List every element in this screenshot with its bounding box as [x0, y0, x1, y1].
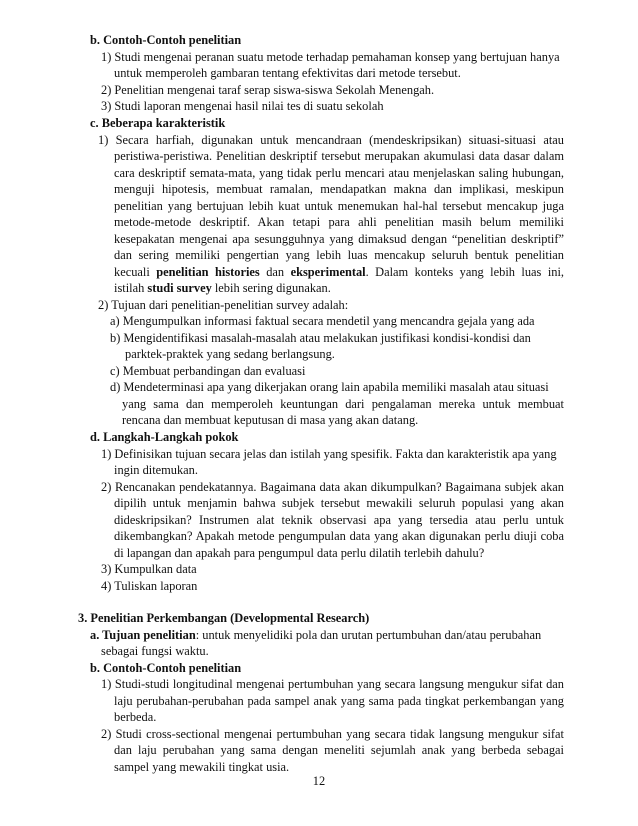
paragraph-line: istilah studi survey lebih sering digunakan.: [114, 281, 331, 295]
example-line: 1) Studi mengenai peranan suatu metode terhadap pemahaman konsep yang bertujuan hanya: [101, 50, 560, 64]
list-item: yang sama dan memperoleh keuntungan dari pengalaman mereka untuk membuat: [122, 397, 564, 411]
tujuan-penelitian-cont: sebagai fungsi waktu.: [101, 644, 209, 658]
example-line: 3) Studi laporan mengenai hasil nilai tes di suatu sekolah: [101, 99, 384, 113]
example-line: untuk memperoleh gambaran tentang efektivitas dari metode tersebut.: [114, 66, 461, 80]
paragraph-line: kecuali penelitian histories dan eksperimental. Dalam konteks yang lebih luas ini,: [114, 265, 565, 279]
list-item: c) Membuat perbandingan dan evaluasi: [110, 364, 306, 378]
example-line: 2) Studi cross-sectional mengenai pertumbuhan yang secara tidak langsung mengukur sifat: [101, 727, 564, 741]
paragraph-line: kesepakatan mengenai apa sesungguhnya yang dimaksud dengan “penelitian deskriptif”: [114, 232, 564, 246]
paragraph-line: metode-metode deskriptif. Akan tetapi para ahli penelitian masih belum memiliki: [114, 215, 564, 229]
paragraph-line: menguji hipotesis, membuat ramalan, mendapatkan makna dan implikasi, meskipun: [114, 182, 564, 196]
heading-contoh-penelitian-2: b. Contoh-Contoh penelitian: [90, 661, 242, 675]
heading-penelitian-perkembangan: 3. Penelitian Perkembangan (Developmental Research): [78, 611, 370, 625]
list-item: b) Mengidentifikasi masalah-masalah atau melakukan justifikasi kondisi-kondisi dan: [110, 331, 531, 345]
paragraph-line: dan sering memiliki pengertian yang lebih luas mencakup seluruh bentuk penelitian: [114, 248, 564, 262]
step-line: dideskripsikan? Instrumen alat teknik observasi apa yang tersedia atau perlu untuk: [114, 513, 564, 527]
paragraph-line: peristiwa-peristiwa. Penelitian deskriptif tersebut merupakan akumulasi data dasar dalam: [114, 149, 564, 163]
tujuan-penelitian: a. Tujuan penelitian: untuk menyelidiki pola dan urutan pertumbuhan dan/atau perubahan: [90, 628, 542, 642]
paragraph-line: penelitian yang bertujuan lebih kuat untuk menemukan hal-hal tersebut mencakup juga: [114, 199, 564, 213]
step-line: ingin ditemukan.: [114, 463, 198, 477]
heading-langkah-pokok: d. Langkah-Langkah pokok: [90, 430, 239, 444]
list-item: a) Mengumpulkan informasi faktual secara mendetil yang mencandra gejala yang ada: [110, 314, 535, 328]
example-line: 2) Penelitian mengenai taraf serap siswa-siswa Sekolah Menengah.: [101, 83, 435, 97]
step-line: 2) Rencanakan pendekatannya. Bagaimana data akan dikumpulkan? Bagaimana subjek akan: [101, 480, 564, 494]
heading-karakteristik: c. Beberapa karakteristik: [90, 116, 226, 130]
list-item: rencana dan membuat keputusan di masa yang akan datang.: [122, 413, 419, 427]
page-number: 12: [312, 774, 326, 788]
paragraph-line: 1) Secara harfiah, digunakan untuk mencandraan (mendeskripsikan) situasi-situasi atau: [98, 133, 564, 147]
example-line: sampel yang mewakili tingkat usia.: [114, 760, 290, 774]
survey-goals-intro: 2) Tujuan dari penelitian-penelitian survey adalah:: [98, 298, 349, 312]
step-line: dikembangkan? Apakah metode pengumpulan data yang akan digunakan perlu diuji coba: [114, 529, 564, 543]
example-line: dan laju perubahan yang sama dengan meneliti sejumlah anak yang berbeda sebagai: [114, 743, 564, 757]
example-line: laju perubahan-perubahan pada sampel anak yang sama pada tingkat perkembangan yang: [114, 694, 564, 708]
example-line: 1) Studi-studi longitudinal mengenai pertumbuhan yang secara langsung mengukur sifat dan: [101, 677, 564, 691]
example-line: berbeda.: [114, 710, 157, 724]
step-line: di lapangan dan apakah para pengumpul data perlu dilatih terlebih dahulu?: [114, 546, 485, 560]
heading-contoh-penelitian: b. Contoh-Contoh penelitian: [90, 33, 242, 47]
list-item: parktek-praktek yang sedang berlangsung.: [125, 347, 335, 361]
paragraph-line: cara deskriptif semata-mata, yang tidak perlu mencari atau menjelaskan saling hubungan,: [114, 166, 564, 180]
step-line: 4) Tuliskan laporan: [101, 579, 198, 593]
list-item: d) Mendeterminasi apa yang dikerjakan orang lain apabila memiliki masalah atau situasi: [110, 380, 549, 394]
step-line: dipilih untuk menjamin bahwa subjek tersebut mewakili seluruh populasi yang akan: [114, 496, 564, 510]
step-line: 3) Kumpulkan data: [101, 562, 197, 576]
step-line: 1) Definisikan tujuan secara jelas dan istilah yang spesifik. Fakta dan karakteristik apa yang: [101, 447, 557, 461]
